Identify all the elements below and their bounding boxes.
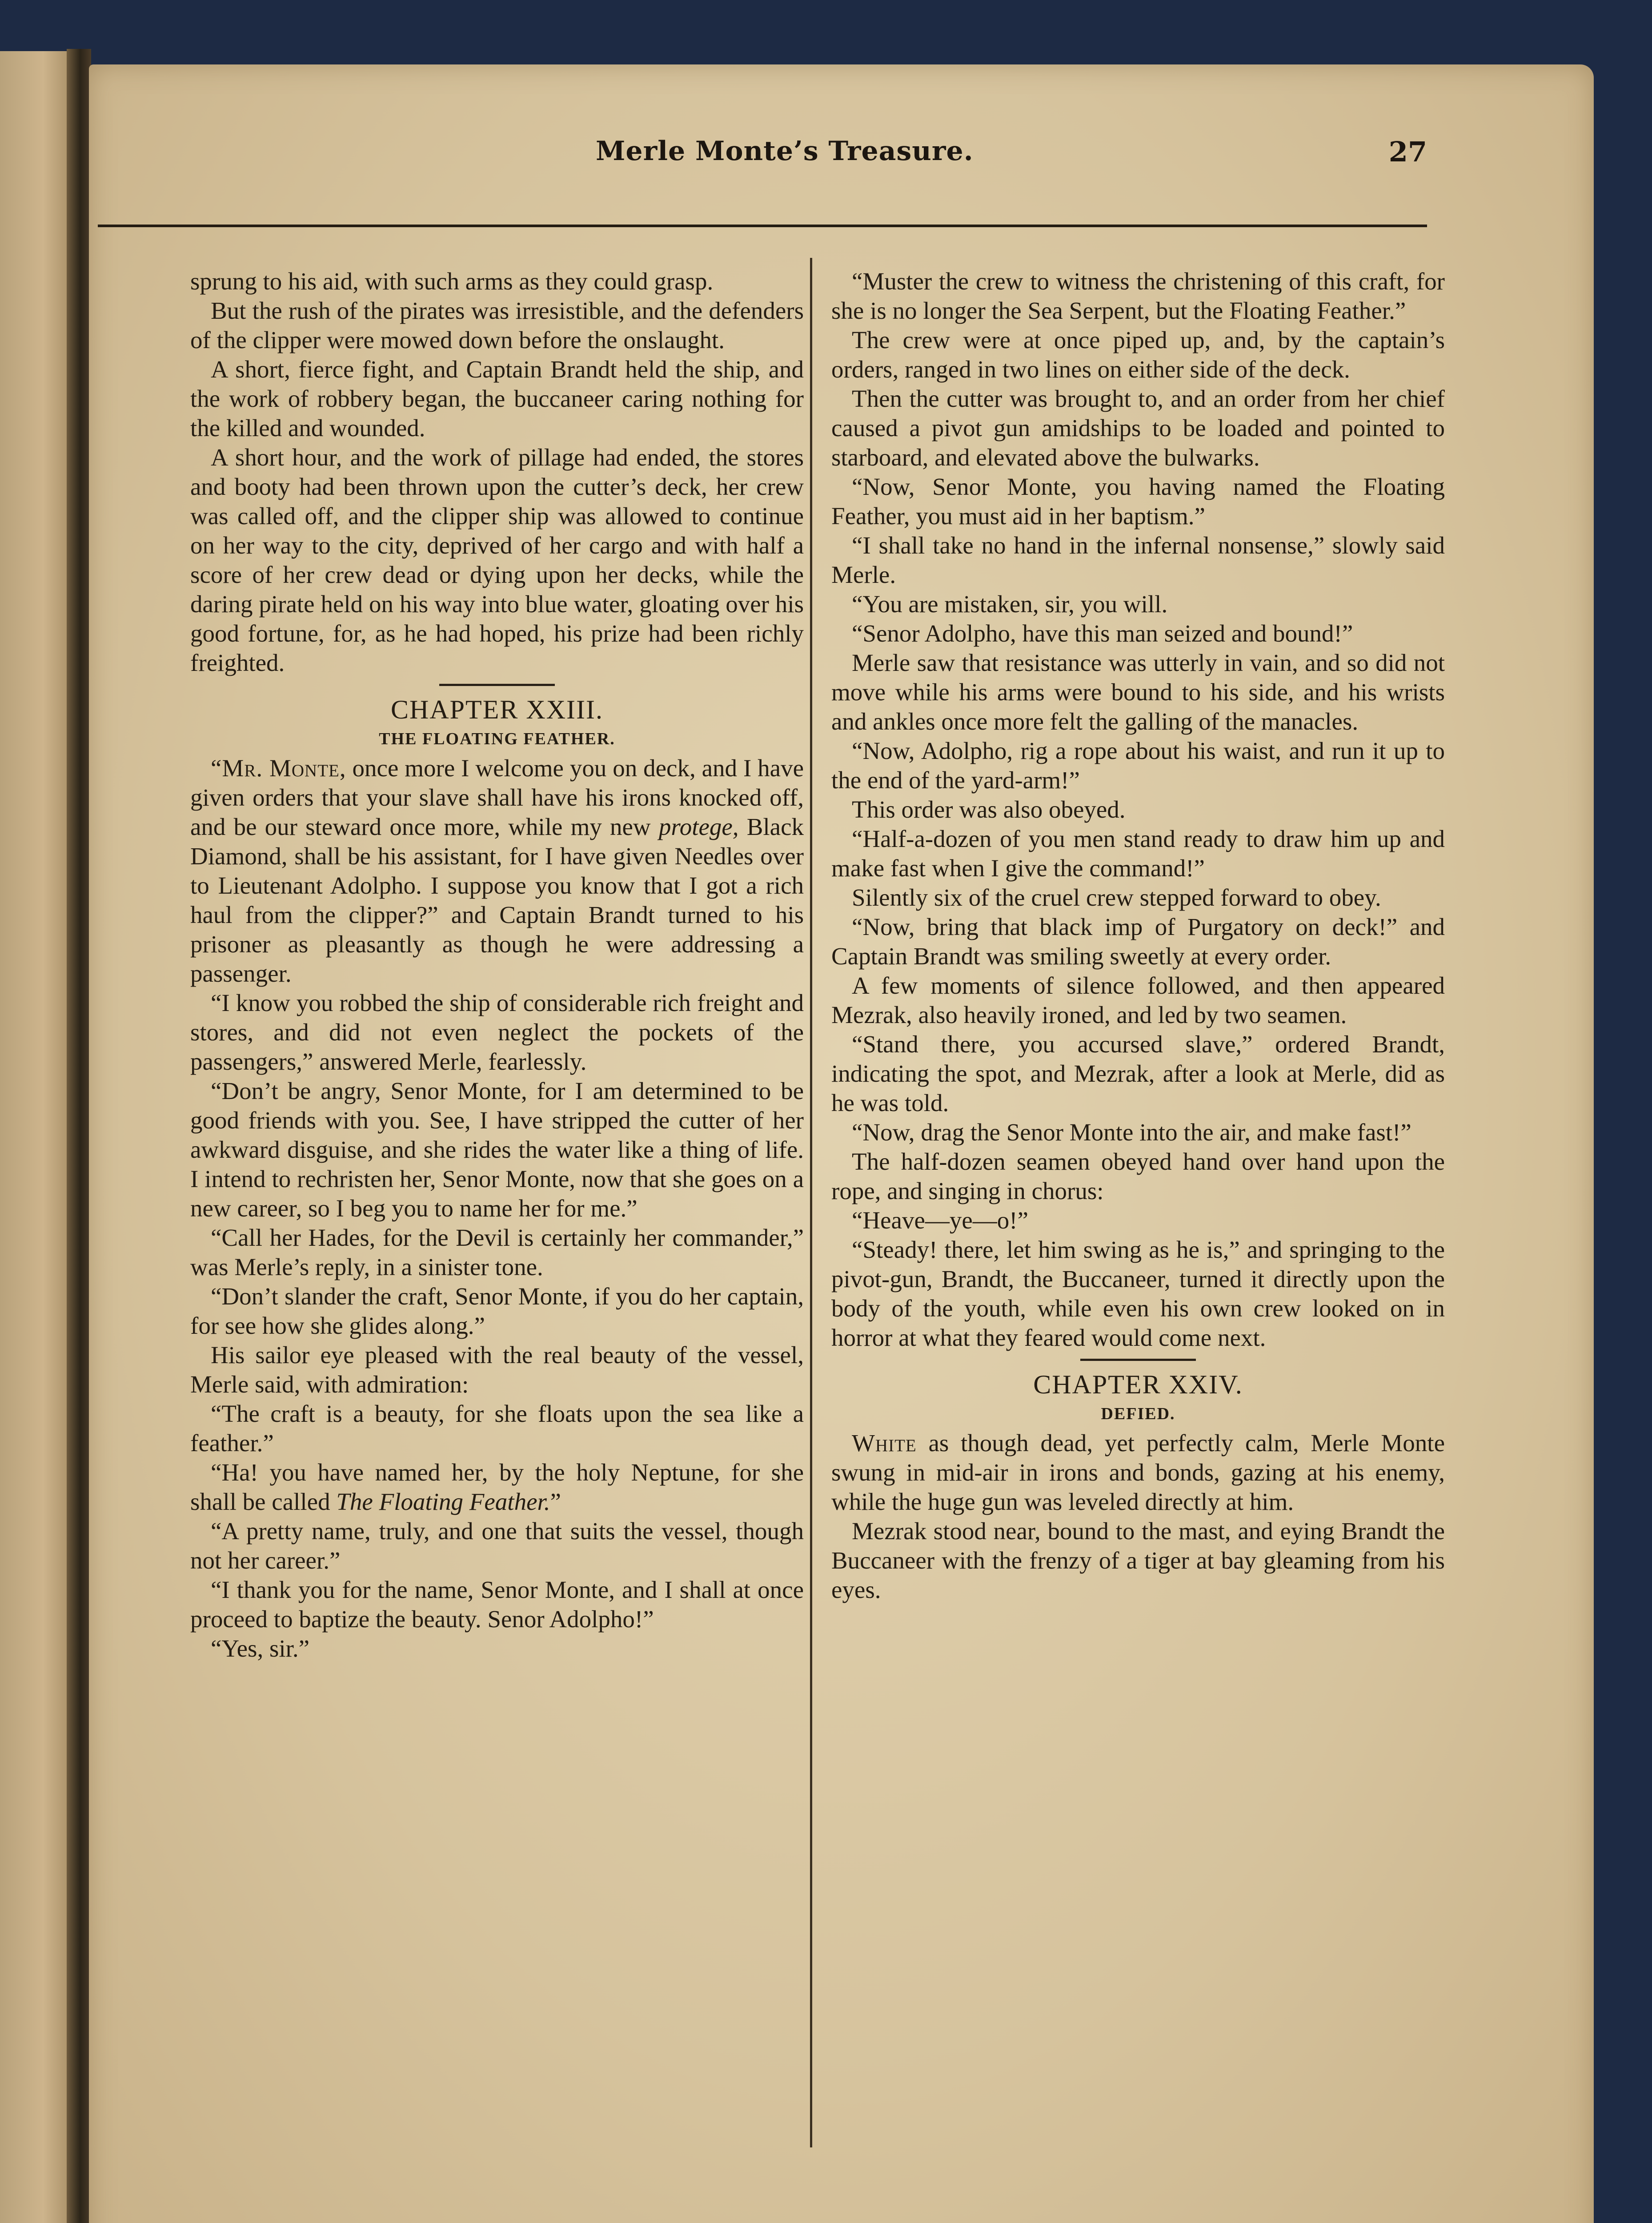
italic-text: protege, bbox=[658, 813, 739, 840]
paragraph: Mezrak stood near, bound to the mast, and eying Brandt the Buccaneer with the frenzy of a tiger at bay gleaming from his eyes. bbox=[831, 1517, 1445, 1603]
paragraph: A few moments of silence followed, and then appeared Mezrak, also heavily ironed, and led by two seamen. bbox=[831, 972, 1445, 1028]
header-rule bbox=[98, 225, 1427, 227]
page-header bbox=[98, 122, 1427, 220]
paragraph: “Now, Adolpho, rig a rope about his waist, and run it up to the end of the yard-arm!” bbox=[831, 737, 1445, 794]
chapter-title: CHAPTER XXIV. bbox=[1033, 1370, 1243, 1399]
chapter-subtitle: THE FLOATING FEATHER. bbox=[379, 730, 615, 748]
paragraph: A short hour, and the work of pillage had ended, the stores and booty had been thrown upon the cutter’s deck, her crew was called off, and the clipper ship was allowed to continue on her way to the city, deprived of her cargo and with half a score of her crew dead or dying upon her decks, while the daring pirate held on his way into blue water, gloating over his good fortune, for, as he had hoped, his prize had been richly freighted. bbox=[190, 444, 804, 676]
paragraph: The crew were at once piped up, and, by the captain’s orders, ranged in two lines on either side of the deck. bbox=[831, 326, 1445, 383]
text-run: ” bbox=[550, 1488, 561, 1515]
paragraph: This order was also obeyed. bbox=[852, 796, 1126, 823]
text-run: “Ha! you have named her, by the holy Neptune, for she shall be called bbox=[190, 1459, 804, 1515]
paragraph: “Don’t be angry, Senor Monte, for I am determined to be good friends with you. See, I have stripped the cutter of her awkward disguise, and she rides the water like a thing of life. I intend to rechristen her, Senor Monte, now that she goes on a new career, so I beg you to name her for me.” bbox=[190, 1077, 804, 1222]
paragraph: “Call her Hades, for the Devil is certainly her commander,” was Merle’s reply, in a sinister tone. bbox=[190, 1224, 804, 1280]
paragraph: “Stand there, you accursed slave,” ordered Brandt, indicating the spot, and Mezrak, after a look at Merle, did as he was told. bbox=[831, 1031, 1445, 1116]
paragraph: “Now, Senor Monte, you having named the Floating Feather, you must aid in her baptism.” bbox=[831, 473, 1445, 530]
right-column bbox=[831, 267, 1445, 1605]
paragraph: “The craft is a beauty, for she floats upon the sea like a feather.” bbox=[190, 1400, 804, 1457]
paragraph: “A pretty name, truly, and one that suits the vessel, though not her career.” bbox=[190, 1517, 804, 1574]
paragraph: “Now, drag the Senor Monte into the air, and make fast!” bbox=[852, 1119, 1411, 1146]
page-number: 27 bbox=[1388, 136, 1427, 168]
paragraph bbox=[190, 1458, 804, 1517]
paragraph: sprung to his aid, with such arms as they could grasp. bbox=[190, 268, 714, 295]
adjacent-page-edge bbox=[0, 51, 72, 2223]
section-rule bbox=[439, 684, 555, 686]
paragraph: “Yes, sir.” bbox=[211, 1635, 310, 1662]
paragraph: “Now, bring that black imp of Purgatory on deck!” and Captain Brandt was smiling sweetly at every order. bbox=[831, 913, 1445, 970]
paragraph: “I shall take no hand in the infernal nonsense,” slowly said Merle. bbox=[831, 532, 1445, 588]
book-gutter bbox=[67, 49, 91, 2223]
paragraph: His sailor eye pleased with the real beauty of the vessel, Merle said, with admiration: bbox=[190, 1341, 804, 1398]
paragraph: “You are mistaken, sir, you will. bbox=[852, 590, 1168, 618]
lead-words: White bbox=[852, 1429, 917, 1457]
paragraph: “Heave—ye—o!” bbox=[852, 1207, 1029, 1234]
paragraph: A short, fierce fight, and Captain Brandt held the ship, and the work of robbery began, the buccaneer caring nothing for the killed and wounded. bbox=[190, 356, 804, 441]
column-divider bbox=[810, 258, 812, 2147]
running-title: Merle Monte’s Treasure. bbox=[596, 136, 974, 167]
italic-text: The Floating Feather. bbox=[336, 1488, 550, 1515]
left-column bbox=[190, 267, 804, 1663]
text-run: Black Diamond, shall be his assistant, for I have given Needles over to Lieutenant Adolpho. I suppose you know that I got a rich haul from the clipper?” and Captain Brandt turned to his prisoner as pleasantly as though he were addressing a passenger. bbox=[190, 813, 804, 987]
paragraph: “Senor Adolpho, have this man seized and bound!” bbox=[852, 620, 1353, 647]
paragraph: The half-dozen seamen obeyed hand over hand upon the rope, and singing in chorus: bbox=[831, 1148, 1445, 1204]
paragraph: “Steady! there, let him swing as he is,” and springing to the pivot-gun, Brandt, the Buccaneer, turned it directly upon the body of the youth, while even his own crew looked on in horror at what they feared would come next. bbox=[831, 1236, 1445, 1351]
chapter-subtitle: DEFIED. bbox=[1101, 1404, 1175, 1423]
paragraph: “I thank you for the name, Senor Monte, and I shall at once proceed to baptize the beauty. Senor Adolpho!” bbox=[190, 1576, 804, 1633]
section-rule bbox=[1080, 1359, 1196, 1361]
paragraph: But the rush of the pirates was irresistible, and the defenders of the clipper were mowed down before the onslaught. bbox=[190, 297, 804, 353]
paragraph bbox=[831, 1428, 1445, 1517]
paragraph: “Don’t slander the craft, Senor Monte, if you do her captain, for see how she glides along.” bbox=[190, 1283, 804, 1339]
paragraph: “Muster the crew to witness the christening of this craft, for she is no longer the Sea Serpent, but the Floating Feather.” bbox=[831, 268, 1445, 324]
text-run: once more I welcome you on deck, and I have given orders that your slave shall have his irons knocked off, and be our steward once more, while my new bbox=[190, 754, 804, 840]
paragraph: Then the cutter was brought to, and an order from her chief caused a pivot gun amidships to be loaded and pointed to starboard, and elevated above the bulwarks. bbox=[831, 385, 1445, 471]
paragraph: Merle saw that resistance was utterly in vain, and so did not move while his arms were bound to his side, and his wrists and ankles once more felt the galling of the manacles. bbox=[831, 649, 1445, 735]
paragraph: “Half-a-dozen of you men stand ready to draw him up and make fast when I give the command!” bbox=[831, 825, 1445, 882]
paragraph: Silently six of the cruel crew stepped forward to obey. bbox=[852, 884, 1381, 911]
lead-words: “Mr. Monte, bbox=[211, 754, 346, 782]
paragraph bbox=[190, 754, 804, 988]
paragraph: “I know you robbed the ship of considerable rich freight and stores, and did not even neglect the pockets of the passengers,” answered Merle, fearlessly. bbox=[190, 989, 804, 1075]
chapter-title: CHAPTER XXIII. bbox=[391, 695, 603, 724]
text-run: as though dead, yet perfectly calm, Merle Monte swung in mid-air in irons and bonds, gazing at his enemy, while the huge gun was leveled directly at him. bbox=[831, 1429, 1445, 1515]
